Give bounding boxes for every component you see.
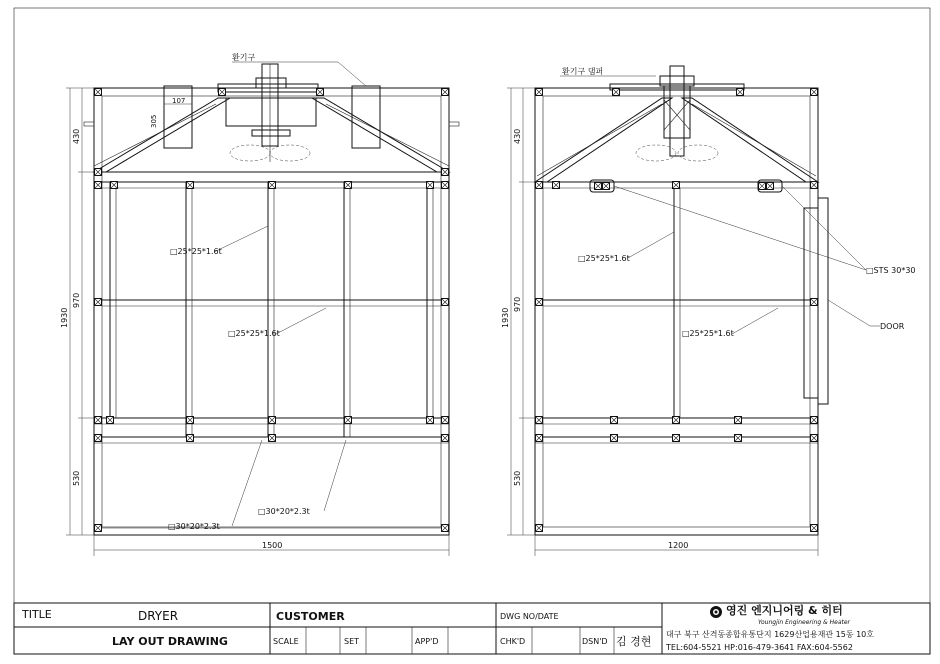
hood-height-dim: 305 bbox=[150, 114, 158, 128]
roof-brace-line bbox=[94, 104, 216, 166]
roof-brace-right bbox=[682, 98, 818, 182]
roof-brace-line bbox=[537, 104, 662, 176]
callout-tube-upper: □25*25*1.6t bbox=[170, 247, 222, 256]
appd-label: APP'D bbox=[415, 637, 439, 646]
side-peg bbox=[84, 122, 94, 126]
left-elevation-view bbox=[60, 52, 459, 556]
damper-shaft bbox=[670, 66, 684, 156]
leader bbox=[276, 308, 326, 334]
callout-channel-b: □30*20*2.3t bbox=[258, 507, 310, 516]
damper-label: 환기구 댐퍼 bbox=[562, 67, 604, 76]
leader bbox=[214, 226, 268, 252]
center-duct bbox=[226, 98, 316, 126]
callout-tube-middle-r: □25*25*1.6t bbox=[682, 329, 734, 338]
dim-width-r: 1200 bbox=[668, 541, 689, 550]
callout-tube-upper-r: □25*25*1.6t bbox=[578, 254, 630, 263]
customer-label: CUSTOMER bbox=[276, 610, 345, 623]
fan-blade bbox=[270, 145, 310, 161]
leader bbox=[732, 308, 778, 334]
right-frame-inner bbox=[543, 96, 810, 527]
chkd-label: CHK'D bbox=[500, 637, 526, 646]
roof-brace-left bbox=[94, 98, 230, 172]
damper-top-plate bbox=[610, 84, 744, 90]
dsnd-label: DSN'D bbox=[582, 637, 608, 646]
company-address: 대구 북구 산격동종합유통단지 1629산업용재관 15동 10호 bbox=[666, 630, 874, 639]
callout-sts: □STS 30*30 bbox=[866, 266, 916, 275]
callout-channel-a: □30*20*2.3t bbox=[168, 522, 220, 531]
dim-overall: 1930 bbox=[60, 307, 69, 328]
right-frame-outline bbox=[535, 88, 818, 535]
vent-bracket bbox=[252, 130, 290, 136]
dim-top: 430 bbox=[72, 128, 81, 144]
leader bbox=[628, 232, 674, 258]
company-name-kr: 영진 엔지니어링 & 히터 bbox=[726, 604, 843, 617]
left-hood-box bbox=[164, 86, 192, 148]
leader bbox=[324, 440, 346, 511]
subtitle: LAY OUT DRAWING bbox=[112, 635, 228, 648]
company-contact: TEL:604-5521 HP:016-479-3641 FAX:604-5562 bbox=[666, 643, 853, 652]
vent-label: 환기구 bbox=[232, 53, 256, 62]
title-block bbox=[14, 603, 930, 654]
vent-flange bbox=[256, 78, 286, 88]
bolt-marks bbox=[95, 89, 449, 532]
hood-width-dim: 107 bbox=[172, 97, 186, 105]
bolt-marks bbox=[536, 89, 818, 532]
dim-middle-r: 970 bbox=[513, 296, 522, 312]
scale-label: SCALE bbox=[273, 637, 299, 646]
dim-bottom: 530 bbox=[72, 470, 81, 486]
dim-middle: 970 bbox=[72, 292, 81, 308]
damper-housing bbox=[664, 86, 690, 138]
door-frame bbox=[818, 198, 828, 404]
title-label: TITLE bbox=[22, 608, 52, 621]
side-peg bbox=[449, 122, 459, 126]
dim-width: 1500 bbox=[262, 541, 283, 550]
left-frame-outline bbox=[94, 88, 449, 535]
dim-overall-r: 1930 bbox=[501, 307, 510, 328]
designer-name: 김 경현 bbox=[616, 635, 652, 648]
roof-brace-line bbox=[326, 104, 449, 166]
company-name-en: Youngjin Engineering & Heater bbox=[758, 619, 851, 626]
dwg-label: DWG NO/DATE bbox=[500, 612, 559, 621]
dim-bottom-r: 530 bbox=[513, 470, 522, 486]
roof-brace-line bbox=[692, 104, 816, 176]
leader bbox=[782, 186, 866, 270]
sheet-border bbox=[14, 8, 930, 654]
set-label: SET bbox=[344, 637, 360, 646]
company-logo bbox=[710, 606, 722, 618]
leader bbox=[828, 300, 870, 326]
callout-door: DOOR bbox=[880, 322, 905, 331]
title-value: DRYER bbox=[138, 609, 179, 623]
fan-blade bbox=[230, 145, 270, 161]
left-frame-inner bbox=[102, 96, 441, 527]
leader bbox=[338, 62, 366, 86]
right-elevation-view bbox=[501, 66, 916, 556]
roof-brace-left bbox=[535, 98, 672, 182]
dim-top-r: 430 bbox=[513, 128, 522, 144]
callout-tube-middle: □25*25*1.6t bbox=[228, 329, 280, 338]
